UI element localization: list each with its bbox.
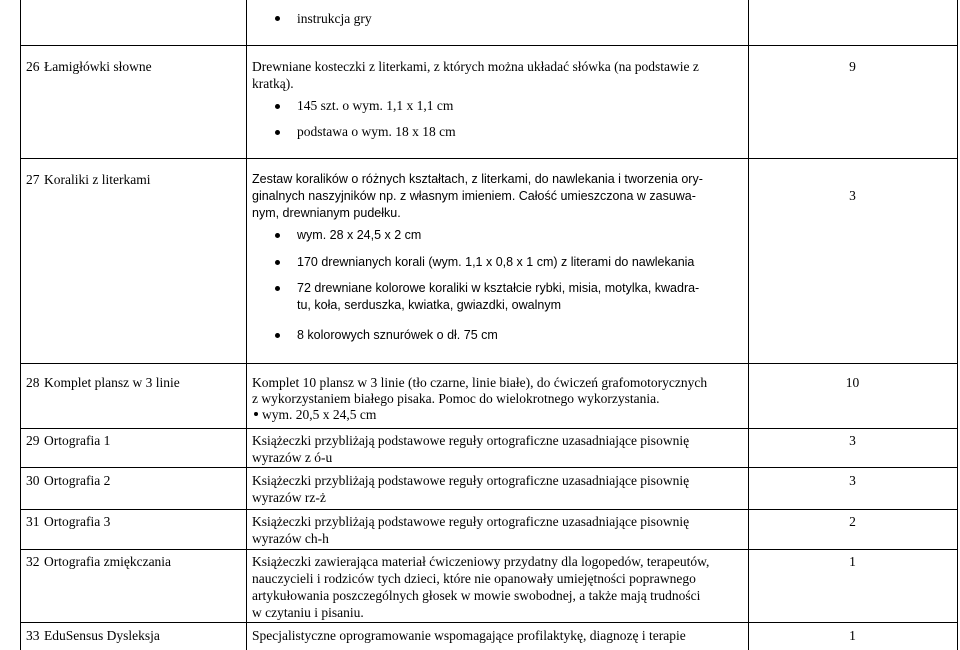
bullet-icon	[254, 412, 258, 416]
description-line: z wykorzystaniem białego pisaka. Pomoc do wielokrotnego wykorzystania.	[252, 391, 660, 406]
description-line: Drewniane kosteczki z literkami, z których można układać słówka (na podstawie z	[252, 59, 699, 74]
description-line: Książeczki zawierająca materiał ćwiczeniowy przydatny dla logopedów, terapeutów,	[252, 554, 710, 569]
quantity: 1	[849, 554, 856, 569]
quantity: 3	[849, 188, 856, 203]
quantity: 2	[849, 514, 856, 529]
description-line: artykułowania poszczególnych głosek w mowie swobodnej, a także mają trudności	[252, 588, 701, 603]
row-number: 28	[26, 375, 40, 390]
row-number: 27	[26, 172, 40, 187]
quantity: 3	[849, 433, 856, 448]
bullet-icon	[275, 233, 280, 238]
bullet-text: wym. 28 x 24,5 x 2 cm	[297, 228, 422, 242]
description-line: wyrazów rz-ż	[252, 490, 326, 505]
description-line: nym, drewnianym pudełku.	[252, 206, 401, 220]
bullet-icon	[275, 260, 280, 265]
row-number: 31	[26, 514, 40, 529]
bullet-text: 170 drewnianych korali (wym. 1,1 x 0,8 x 1 cm) z literami do nawlekania	[297, 255, 695, 269]
description-line: Książeczki przybliżają podstawowe reguły ortograficzne uzasadniające pisownię	[252, 473, 690, 488]
description-line: wyrazów ch-h	[252, 531, 329, 546]
bullet-text: 145 szt. o wym. 1,1 x 1,1 cm	[297, 98, 454, 113]
row-number: 32	[26, 554, 40, 569]
row-number: 26	[26, 59, 40, 74]
description-line: nauczycieli i rodziców tych dzieci, które nie opanowały umiejętności poprawnego	[252, 571, 696, 586]
product-name: Koraliki z literkami	[44, 172, 151, 187]
product-name: Ortografia zmiękczania	[44, 554, 172, 569]
product-name: EduSensus Dysleksja	[44, 628, 160, 643]
bullet-text: 8 kolorowych sznurówek o dł. 75 cm	[297, 328, 498, 342]
description-line: w czytaniu i pisaniu.	[252, 605, 364, 620]
description-line: Komplet 10 plansz w 3 linie (tło czarne, linie białe), do ćwiczeń grafomotorycznych	[252, 375, 708, 390]
row-number: 30	[26, 473, 40, 488]
row-number: 29	[26, 433, 40, 448]
bullet-text: tu, koła, serduszka, kwiatka, gwiazdki, owalnym	[297, 298, 561, 312]
product-name: Ortografia 1	[44, 433, 111, 448]
bullet-icon	[275, 130, 280, 135]
bullet-text: wym. 20,5 x 24,5 cm	[262, 407, 377, 422]
product-name: Ortografia 2	[44, 473, 111, 488]
product-name: Ortografia 3	[44, 514, 111, 529]
bullet-icon	[275, 16, 280, 21]
bullet-icon	[275, 286, 280, 291]
description-line: Książeczki przybliżają podstawowe reguły ortograficzne uzasadniające pisownię	[252, 433, 690, 448]
bullet-icon	[275, 333, 280, 338]
bullet-icon	[275, 104, 280, 109]
quantity: 10	[845, 375, 860, 390]
row-number: 33	[26, 628, 40, 643]
quantity: 9	[849, 59, 856, 74]
bullet-text: instrukcja gry	[297, 11, 372, 26]
description-line: wyrazów z ó-u	[252, 450, 333, 465]
product-name: Łamigłówki słowne	[44, 59, 152, 74]
description-line: kratką).	[252, 76, 294, 91]
bullet-text: 72 drewniane kolorowe koraliki w kształcie rybki, misia, motylka, kwadra-	[297, 281, 700, 295]
description-line: Specjalistyczne oprogramowanie wspomagające profilaktykę, diagnozę i terapie	[252, 628, 686, 643]
description-line: Książeczki przybliżają podstawowe reguły ortograficzne uzasadniające pisownię	[252, 514, 690, 529]
description-line: Zestaw koralików o różnych kształtach, z literkami, do nawlekania i tworzenia ory-	[252, 172, 703, 186]
bullet-text: podstawa o wym. 18 x 18 cm	[297, 124, 456, 139]
quantity: 3	[849, 473, 856, 488]
product-name: Komplet plansz w 3 linie	[44, 375, 180, 390]
quantity: 1	[849, 628, 856, 643]
description-line: ginalnych naszyjników np. z własnym imieniem. Całość umieszczona w zasuwa-	[252, 189, 696, 203]
